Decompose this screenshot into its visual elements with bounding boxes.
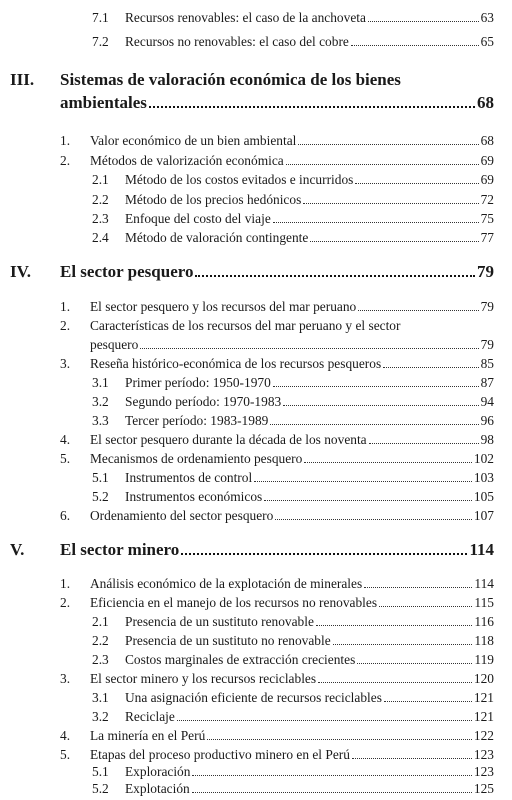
dot-leader (273, 386, 479, 387)
dot-leader (355, 183, 478, 184)
entry-number: 6. (60, 508, 71, 523)
dot-leader (149, 106, 475, 108)
entry-number: 2.1 (92, 172, 109, 187)
toc-entry (60, 595, 494, 611)
entry-page: 69 (480, 153, 494, 168)
entry-page: 79 (480, 299, 494, 314)
toc-entry (92, 394, 494, 410)
dot-leader (379, 606, 472, 607)
entry-number: 2.4 (92, 230, 109, 245)
dot-leader (181, 553, 467, 555)
chapter-title-line2: ambientales (60, 93, 147, 112)
chapter-title-line1: Sistemas de valoración económica de los bienes (60, 70, 401, 89)
toc-entry (60, 432, 494, 448)
entry-number: 5.2 (92, 781, 109, 796)
toc-entry (92, 230, 494, 246)
entry-title: Instrumentos de control (125, 470, 253, 485)
dot-leader (207, 739, 472, 740)
entry-number: 2.1 (92, 614, 109, 629)
toc-entry (92, 690, 494, 706)
entry-title: Eficiencia en el manejo de los recursos no renovables (90, 595, 378, 610)
entry-title: El sector pesquero durante la década de los noventa (90, 432, 367, 447)
entry-page: 114 (474, 576, 494, 591)
entry-page: 65 (480, 34, 494, 49)
entry-title: Presencia de un sustituto renovable (125, 614, 314, 629)
toc-entry (92, 470, 494, 486)
entry-title: Reciclaje (125, 709, 175, 724)
dot-leader (364, 587, 472, 588)
dot-leader (358, 310, 478, 311)
dot-leader (368, 21, 479, 22)
entry-number: 3.1 (92, 690, 109, 705)
entry-page: 122 (473, 728, 494, 743)
dot-leader (318, 682, 472, 683)
entry-title: Métodos de valorización económica (90, 153, 284, 168)
entry-title: Valor económico de un bien ambiental (90, 133, 297, 148)
toc-entry (92, 34, 494, 50)
entry-title-line1: Características de los recursos del mar peruano y el sector (90, 318, 401, 333)
dot-leader (273, 222, 479, 223)
entry-page: 96 (480, 413, 494, 428)
entry-title: Primer período: 1950-1970 (125, 375, 271, 390)
toc-entry (92, 211, 494, 227)
dot-leader (192, 792, 472, 793)
toc-entry (92, 192, 494, 208)
entry-page: 105 (473, 489, 494, 504)
entry-number: 1. (60, 299, 71, 314)
entry-page: 102 (473, 451, 494, 466)
entry-page: 75 (480, 211, 494, 226)
entry-number: 4. (60, 432, 71, 447)
entry-title: La minería en el Perú (90, 728, 206, 743)
toc-entry (60, 356, 494, 372)
toc-entry (92, 633, 494, 649)
dot-leader (270, 424, 478, 425)
entry-page: 68 (480, 133, 494, 148)
toc-entry (60, 153, 494, 169)
entry-page: 119 (474, 652, 494, 667)
entry-number: 3. (60, 356, 71, 371)
entry-number: 2.3 (92, 652, 109, 667)
entry-title: Método de valoración contingente (125, 230, 309, 245)
entry-number: 7.1 (92, 10, 109, 25)
entry-page: 79 (480, 337, 494, 352)
entry-page: 94 (480, 394, 494, 409)
dot-leader (303, 203, 478, 204)
entry-number: 4. (60, 728, 71, 743)
dot-leader (286, 164, 479, 165)
entry-number: 3. (60, 671, 71, 686)
entry-number: 5.1 (92, 764, 109, 779)
entry-title: Ordenamiento del sector pesquero (90, 508, 274, 523)
entry-page: 118 (474, 633, 494, 648)
entry-number: 2.2 (92, 633, 109, 648)
entry-page: 63 (480, 10, 494, 25)
dot-leader (195, 275, 475, 277)
entry-title: Método de los costos evitados e incurridos (125, 172, 354, 187)
entry-page: 69 (480, 172, 494, 187)
entry-number: 5.1 (92, 470, 109, 485)
dot-leader (254, 481, 472, 482)
entry-page: 121 (473, 690, 494, 705)
toc-entry (92, 10, 494, 26)
entry-title: Recursos renovables: el caso de la anchoveta (125, 10, 366, 25)
entry-title: Método de los precios hedónicos (125, 192, 302, 207)
entry-page: 77 (480, 230, 494, 245)
dot-leader (140, 348, 478, 349)
entry-page: 121 (473, 709, 494, 724)
dot-leader (351, 45, 479, 46)
dot-leader (298, 144, 478, 145)
entry-page: 123 (473, 747, 494, 762)
entry-number: 5.2 (92, 489, 109, 504)
entry-title: Segundo período: 1970-1983 (125, 394, 282, 409)
entry-page: 87 (480, 375, 494, 390)
chapter-title: El sector pesquero (60, 262, 194, 281)
dot-leader (357, 663, 472, 664)
entry-number: 1. (60, 576, 71, 591)
entry-title: Tercer período: 1983-1989 (125, 413, 269, 428)
dot-leader (369, 443, 479, 444)
entry-title: El sector minero y los recursos reciclables (90, 671, 317, 686)
entry-title: Enfoque del costo del viaje (125, 211, 271, 226)
entry-title: Etapas del proceso productivo minero en el Perú (90, 747, 350, 762)
entry-title: Mecanismos de ordenamiento pesquero (90, 451, 303, 466)
entry-title: Recursos no renovables: el caso del cobre (125, 34, 349, 49)
entry-title: Una asignación eficiente de recursos reciclables (125, 690, 382, 705)
dot-leader (192, 775, 471, 776)
toc-entry (60, 576, 494, 592)
toc-entry (92, 172, 494, 188)
chapter-page: 68 (477, 93, 494, 112)
toc-entry (92, 764, 494, 780)
entry-number: 5. (60, 451, 71, 466)
chapter-number: III. (10, 70, 35, 89)
entry-title: El sector pesquero y los recursos del mar peruano (90, 299, 357, 314)
entry-number: 2.3 (92, 211, 109, 226)
entry-title: Exploración (125, 764, 191, 779)
chapter-heading (10, 540, 494, 560)
dot-leader (333, 644, 473, 645)
dot-leader (283, 405, 478, 406)
chapter-heading (10, 262, 494, 282)
entry-number: 7.2 (92, 34, 109, 49)
entry-number: 5. (60, 747, 71, 762)
entry-number: 2. (60, 153, 71, 168)
toc-entry (60, 508, 494, 524)
entry-page: 115 (474, 595, 494, 610)
dot-leader (304, 462, 472, 463)
toc-entry (92, 709, 494, 725)
toc-entry (90, 337, 494, 353)
dot-leader (384, 701, 472, 702)
toc-entry (60, 133, 494, 149)
entry-page: 72 (480, 192, 494, 207)
entry-page: 125 (473, 781, 494, 796)
entry-title: Reseña histórico-económica de los recursos pesqueros (90, 356, 382, 371)
toc-entry (60, 451, 494, 467)
dot-leader (264, 500, 472, 501)
toc-entry (60, 671, 494, 687)
toc-entry (92, 489, 494, 505)
entry-page: 120 (473, 671, 494, 686)
toc-entry (60, 728, 494, 744)
toc-entry (92, 413, 494, 429)
toc-entry (60, 299, 494, 315)
entry-title: Explotación (125, 781, 190, 796)
toc-entry (92, 652, 494, 668)
entry-title: Análisis económico de la explotación de minerales (90, 576, 363, 591)
chapter-number: V. (10, 540, 25, 559)
entry-number: 2.2 (92, 192, 109, 207)
entry-page: 116 (474, 614, 494, 629)
entry-title: Presencia de un sustituto no renovable (125, 633, 331, 648)
chapter-title: El sector minero (60, 540, 180, 559)
chapter-heading (60, 93, 494, 113)
entry-page: 123 (473, 764, 494, 779)
entry-title: Costos marginales de extracción crecientes (125, 652, 356, 667)
dot-leader (310, 241, 478, 242)
toc-entry (92, 614, 494, 630)
dot-leader (352, 758, 472, 759)
dot-leader (316, 625, 472, 626)
dot-leader (177, 720, 472, 721)
entry-number: 2. (60, 318, 71, 333)
entry-page: 103 (473, 470, 494, 485)
entry-page: 85 (480, 356, 494, 371)
chapter-page: 114 (469, 540, 494, 559)
toc-entry (60, 747, 494, 763)
entry-number: 3.2 (92, 709, 109, 724)
entry-number: 3.1 (92, 375, 109, 390)
entry-number: 1. (60, 133, 71, 148)
entry-title: Instrumentos económicos (125, 489, 263, 504)
dot-leader (383, 367, 478, 368)
entry-number: 2. (60, 595, 71, 610)
toc-entry (92, 375, 494, 391)
chapter-page: 79 (477, 262, 494, 281)
entry-page: 107 (473, 508, 494, 523)
entry-number: 3.3 (92, 413, 109, 428)
dot-leader (275, 519, 472, 520)
entry-title-line2: pesquero (90, 337, 139, 352)
entry-number: 3.2 (92, 394, 109, 409)
entry-page: 98 (480, 432, 494, 447)
chapter-number: IV. (10, 262, 31, 281)
toc-entry (92, 781, 494, 797)
